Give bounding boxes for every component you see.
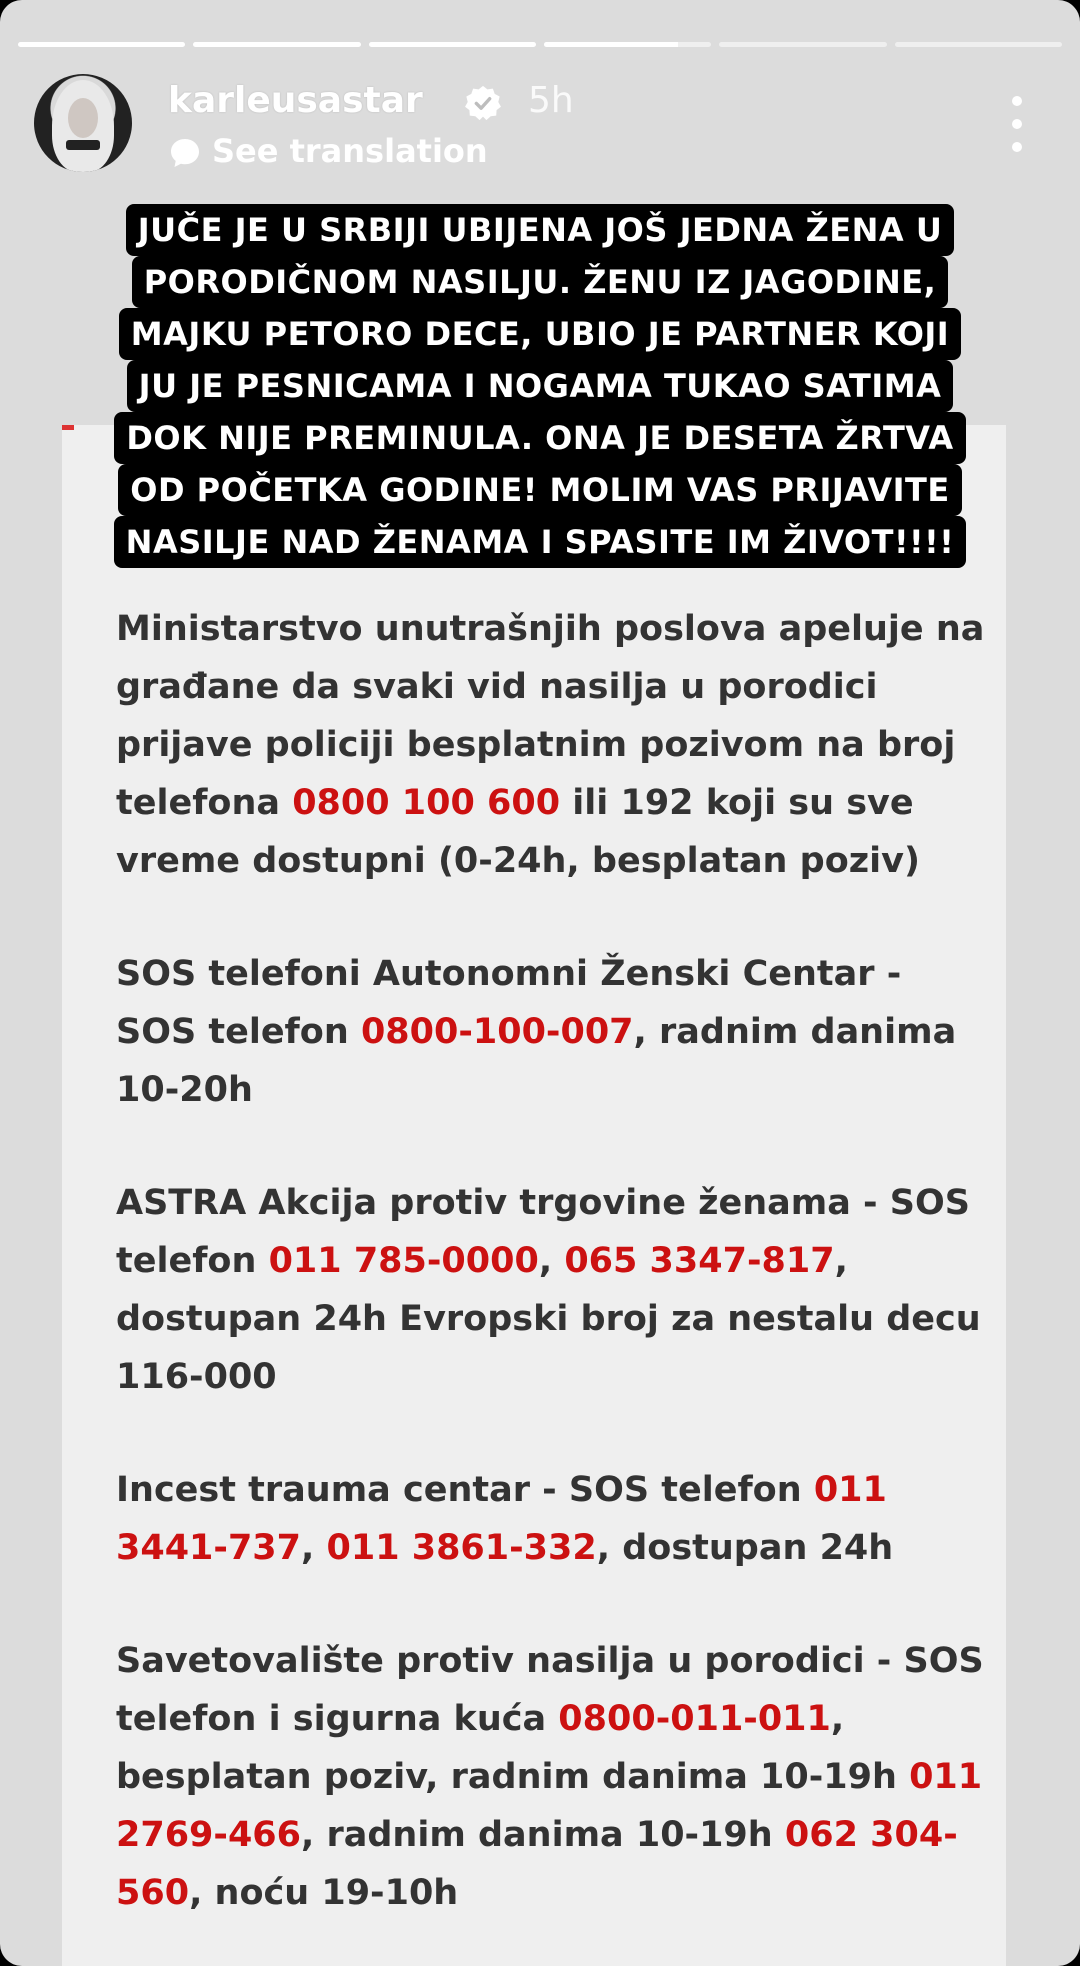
caption-line: MAJKU PETORO DECE, UBIO JE PARTNER KOJI xyxy=(119,308,961,360)
caption-line: NASILJE NAD ŽENAMA I SPASITE IM ŽIVOT!!!! xyxy=(114,516,967,568)
phone-number: 011 785-0000 xyxy=(268,1241,539,1281)
caption-line: DOK NIJE PREMINULA. ONA JE DESETA ŽRTVA xyxy=(114,412,965,464)
progress-segment xyxy=(18,42,185,47)
progress-segment xyxy=(544,42,711,47)
caption-line: JUČE JE U SRBIJI UBIJENA JOŠ JEDNA ŽENA U xyxy=(126,204,955,256)
story-progress-bar xyxy=(18,42,1062,47)
see-translation-link[interactable]: See translation xyxy=(212,132,488,170)
article-paragraph-astra: ASTRA Akcija protiv trgovine ženama - SOS telefon 011 785-0000, 065 3347-817, dostupan 24h Evropski broj za nestalu decu 116-000 xyxy=(116,1183,981,1397)
translation-bubble-icon xyxy=(168,136,202,170)
phone-number: 0800 100 600 xyxy=(292,783,561,823)
phone-number: 011 3441-737 xyxy=(116,1470,887,1568)
profile-avatar[interactable] xyxy=(34,74,132,172)
article-paragraph-police: Ministarstvo unutrašnjih poslova apeluje na građane da svaki vid nasilja u porodici prijave policiji besplatnim pozivom na broj telefona 0800 100 600 ili 192 koji su sve vreme dostupni (0-24h, besplatan poziv) xyxy=(116,609,985,881)
caption-line: JU JE PESNICAMA I NOGAMA TUKAO SATIMA xyxy=(127,360,954,412)
progress-segment xyxy=(719,42,886,47)
story-caption xyxy=(66,204,1014,568)
article-paragraph-savetovaliste: Savetovalište protiv nasilja u porodici - SOS telefon i sigurna kuća 0800-011-011, besplatan poziv, radnim danima 10-19h 011 2769-466, radnim danima 10-19h 062 304-560, noću 19-10h xyxy=(116,1641,984,1913)
progress-segment xyxy=(193,42,360,47)
username[interactable]: karleusastar xyxy=(168,80,423,121)
phone-number: 065 3347-817 xyxy=(564,1241,835,1281)
story-header xyxy=(34,74,1060,174)
article-text xyxy=(116,600,986,1966)
progress-segment xyxy=(369,42,536,47)
verified-badge-icon xyxy=(464,84,502,122)
post-time: 5h xyxy=(528,80,574,121)
phone-number: 011 2769-466 xyxy=(116,1757,983,1855)
article-paragraph-autonomni: SOS telefoni Autonomni Ženski Centar - SOS telefon 0800-100-007, radnim danima 10-20h xyxy=(116,954,957,1110)
phone-number: 011 3861-332 xyxy=(326,1528,597,1568)
phone-number: 0800-100-007 xyxy=(360,1012,634,1052)
phone-number: 062 304-560 xyxy=(116,1815,958,1913)
article-paragraph-incest: Incest trauma centar - SOS telefon 011 3441-737, 011 3861-332, dostupan 24h xyxy=(116,1470,894,1568)
more-options-icon[interactable] xyxy=(1010,96,1024,152)
caption-line: PORODIČNOM NASILJU. ŽENU IZ JAGODINE, xyxy=(132,256,949,308)
caption-line: OD POČETKA GODINE! MOLIM VAS PRIJAVITE xyxy=(118,464,961,516)
phone-number: 0800-011-011 xyxy=(558,1699,831,1739)
progress-segment xyxy=(895,42,1062,47)
